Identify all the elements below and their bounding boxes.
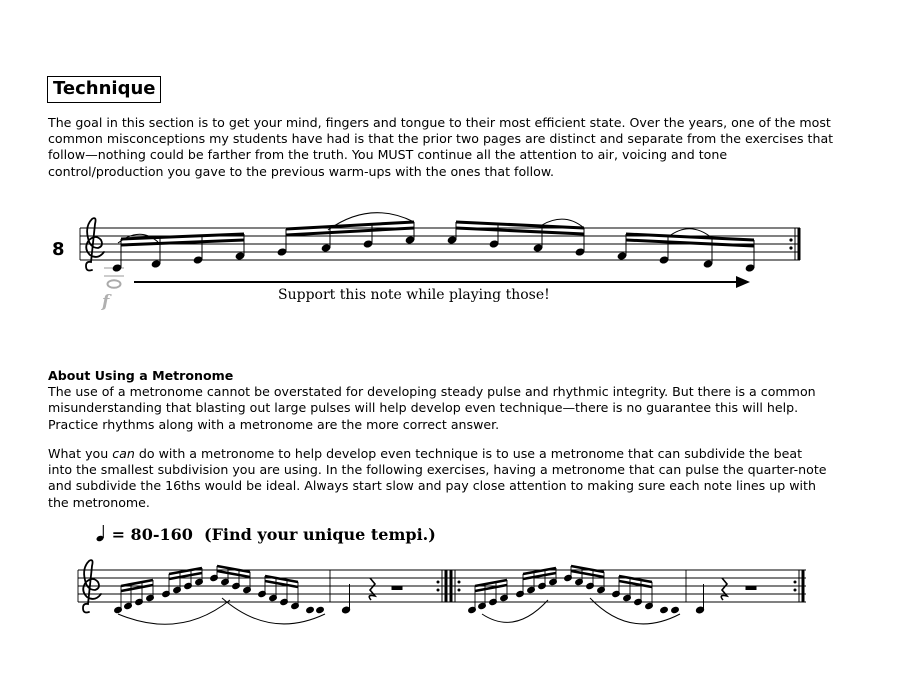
tempo-note: (Find your unique tempi.) (204, 525, 436, 544)
section-title: Technique (47, 76, 161, 103)
text-fragment: What you (48, 446, 113, 461)
exercise-caption: Support this note while playing those! (278, 287, 550, 303)
metronome-line: the metronome. (48, 494, 150, 510)
note-group (114, 566, 402, 624)
emphasis-text: can (112, 446, 135, 461)
arrow-right-icon (134, 276, 750, 288)
metronome-line: misunderstanding that blasting out large pulses will help develop even technique—there is no guarantee this will help. (48, 400, 799, 416)
tempo-range: = 80-160 (111, 525, 193, 544)
exercise-number: 8 (52, 239, 65, 260)
intro-line: The goal in this section is to get your mind, fingers and tongue to their most efficient state. Over the years, one of the most (48, 115, 831, 130)
metronome-line: Practice rhythms along with a metronome are the more correct answer. (48, 416, 500, 432)
metronome-line: into the smallest subdivision you are using. In the following exercises, having a metronome that can pulse the quarter-note (48, 462, 827, 478)
intro-line: common misconceptions my students have had is that the prior two pages are distinct and separate from the exercises that (48, 131, 834, 147)
dynamic-marking: f (102, 292, 110, 312)
note-group (112, 213, 755, 272)
intro-line: control/production you gave to the previous warm-ups with the ones that follow. (48, 163, 555, 179)
note-group (468, 566, 756, 624)
metronome-line: and subdivide the 16ths would be ideal. Always start slow and pay close attention to making sure each note lines up with (48, 478, 816, 494)
text-fragment: do with a metronome to help develop even technique is to use a metronome that can subdivide the beat (134, 446, 803, 461)
intro-line: follow—nothing could be farther from the truth. You MUST continue all the attention to air, voicing and tone (48, 147, 728, 163)
metronome-line: The use of a metronome cannot be overstated for developing steady pulse and rhythmic integrity. But there is a common (48, 384, 816, 400)
metronome-heading: About Using a Metronome (48, 368, 234, 383)
